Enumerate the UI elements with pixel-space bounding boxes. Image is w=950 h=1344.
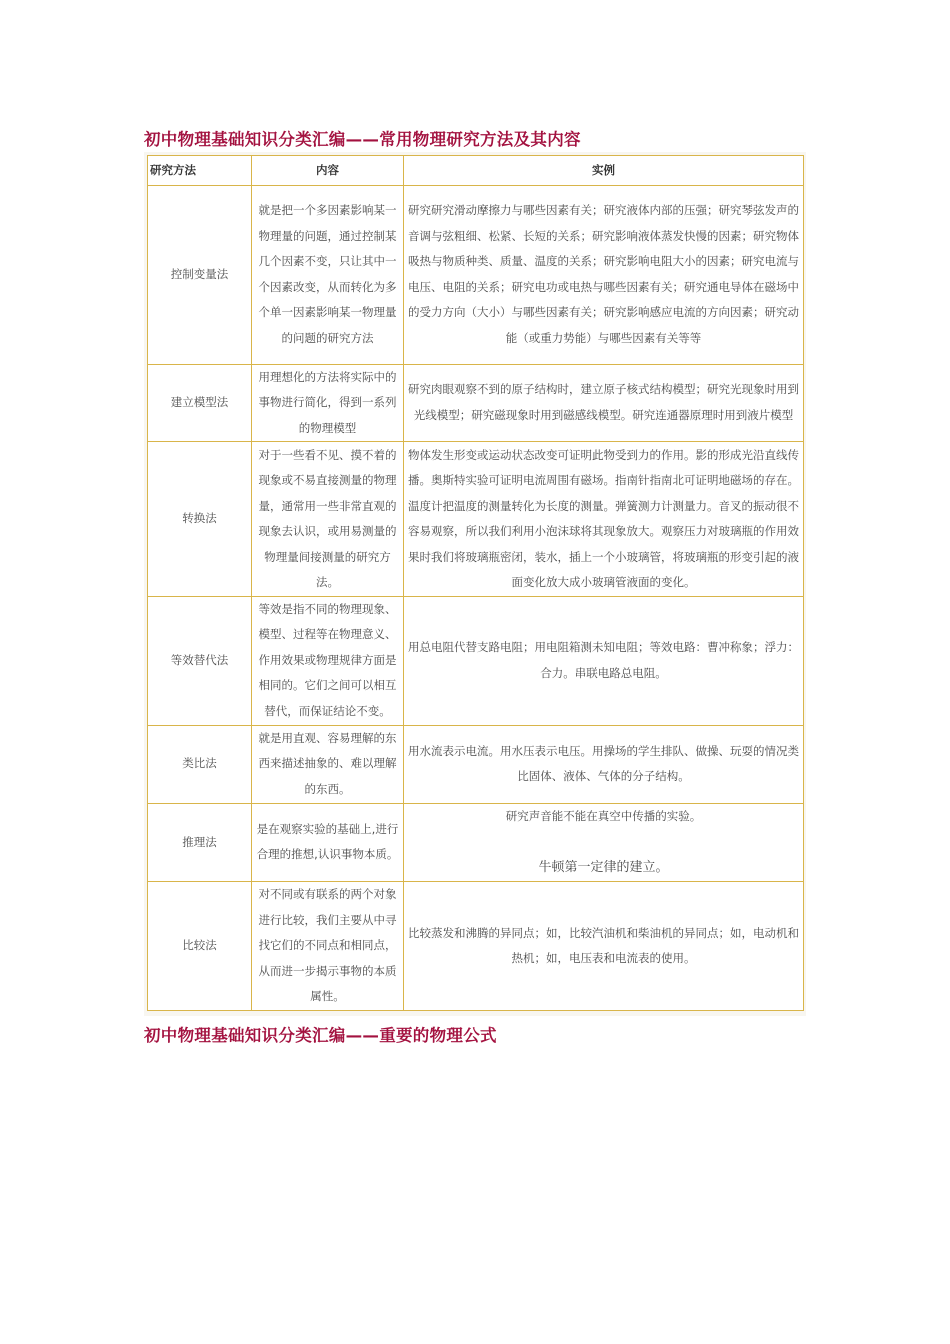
- table-row: [148, 364, 804, 442]
- example-cell: 用总电阻代替支路电阻；用电阻箱测未知电阻；等效电路：曹冲称象；浮力：合力。串联电路总电阻。: [404, 596, 804, 725]
- table-row: [148, 442, 804, 596]
- example-cell: 研究研究滑动摩擦力与哪些因素有关；研究液体内部的压强；研究琴弦发声的音调与弦粗细、松紧、长短的关系；研究影响液体蒸发快慢的因素；研究物体吸热与物质种类、质量、温度的关系；研究影响电阻大小的因素；研究电流与电压、电阻的关系；研究电功或电热与哪些因素有关；研究通电导体在磁场中的受力方向（大小）与哪些因素有关；研究影响感应电流的方向因素；研究动能（或重力势能）与哪些因素有关等等: [404, 186, 804, 365]
- table-header-row: [148, 156, 804, 186]
- method-cell: 推理法: [148, 803, 252, 881]
- content-cell: 就是把一个多因素影响某一物理量的问题，通过控制某几个因素不变，只让其中一个因素改变，从而转化为多个单一因素影响某一物理量的问题的研究方法: [252, 186, 404, 365]
- table-row: [148, 186, 804, 365]
- content-cell: 用理想化的方法将实际中的事物进行简化，得到一系列的物理模型: [252, 364, 404, 442]
- example-line: 牛顿第一定律的建立。: [538, 860, 669, 876]
- method-cell: 类比法: [148, 725, 252, 803]
- table-row: [148, 882, 804, 1011]
- example-cell: [404, 803, 804, 881]
- example-cell: 物体发生形变或运动状态改变可证明此物受到力的作用。影的形成光沿直线传播。奥斯特实验可证明电流周围有磁场。指南针指南北可证明地磁场的存在。温度计把温度的测量转化为长度的测量。弹簧测力计测量力。音叉的振动很不容易观察，所以我们利用小泡沫球将其现象放大。观察压力对玻璃瓶的作用效果时我们将玻璃瓶密闭，装水，插上一个小玻璃管，将玻璃瓶的形变引起的液面变化放大成小玻璃管液面的变化。: [404, 442, 804, 596]
- methods-table: [147, 155, 804, 1011]
- header-example: 实例: [404, 156, 804, 186]
- methods-section-title: 初中物理基础知识分类汇编——常用物理研究方法及其内容: [144, 130, 581, 149]
- method-cell: 比较法: [148, 882, 252, 1011]
- content-cell: 对于一些看不见、摸不着的现象或不易直接测量的物理量，通常用一些非常直观的现象去认识，或用易测量的物理量间接测量的研究方法。: [252, 442, 404, 596]
- table-row: [148, 596, 804, 725]
- example-cell: 比较蒸发和沸腾的异同点；如，比较汽油机和柴油机的异同点；如，电动机和热机；如，电压表和电流表的使用。: [404, 882, 804, 1011]
- method-cell: 等效替代法: [148, 596, 252, 725]
- method-cell: 转换法: [148, 442, 252, 596]
- content-cell: 等效是指不同的物理现象、模型、过程等在物理意义、作用效果或物理规律方面是相同的。它们之间可以相互替代，而保证结论不变。: [252, 596, 404, 725]
- table-row: [148, 725, 804, 803]
- method-cell: 控制变量法: [148, 186, 252, 365]
- methods-table-frame: [144, 152, 806, 1016]
- formulas-section-title: 初中物理基础知识分类汇编——重要的物理公式: [144, 1026, 497, 1045]
- header-content: 内容: [252, 156, 404, 186]
- example-line: 研究声音能不能在真空中传播的实验。: [505, 808, 702, 823]
- content-cell: 是在观察实验的基础上,进行合理的推想,认识事物本质。: [252, 803, 404, 881]
- method-cell: 建立模型法: [148, 364, 252, 442]
- example-cell: 研究肉眼观察不到的原子结构时，建立原子核式结构模型；研究光现象时用到光线模型；研究磁现象时用到磁感线模型。研究连通器原理时用到液片模型: [404, 364, 804, 442]
- header-method: 研究方法: [148, 156, 252, 186]
- example-cell: 用水流表示电流。用水压表示电压。用操场的学生排队、做操、玩耍的情况类比固体、液体、气体的分子结构。: [404, 725, 804, 803]
- table-row: [148, 803, 804, 881]
- content-cell: 对不同或有联系的两个对象进行比较，我们主要从中寻找它们的不同点和相同点，从而进一步揭示事物的本质属性。: [252, 882, 404, 1011]
- content-cell: 就是用直观、容易理解的东西来描述抽象的、难以理解的东西。: [252, 725, 404, 803]
